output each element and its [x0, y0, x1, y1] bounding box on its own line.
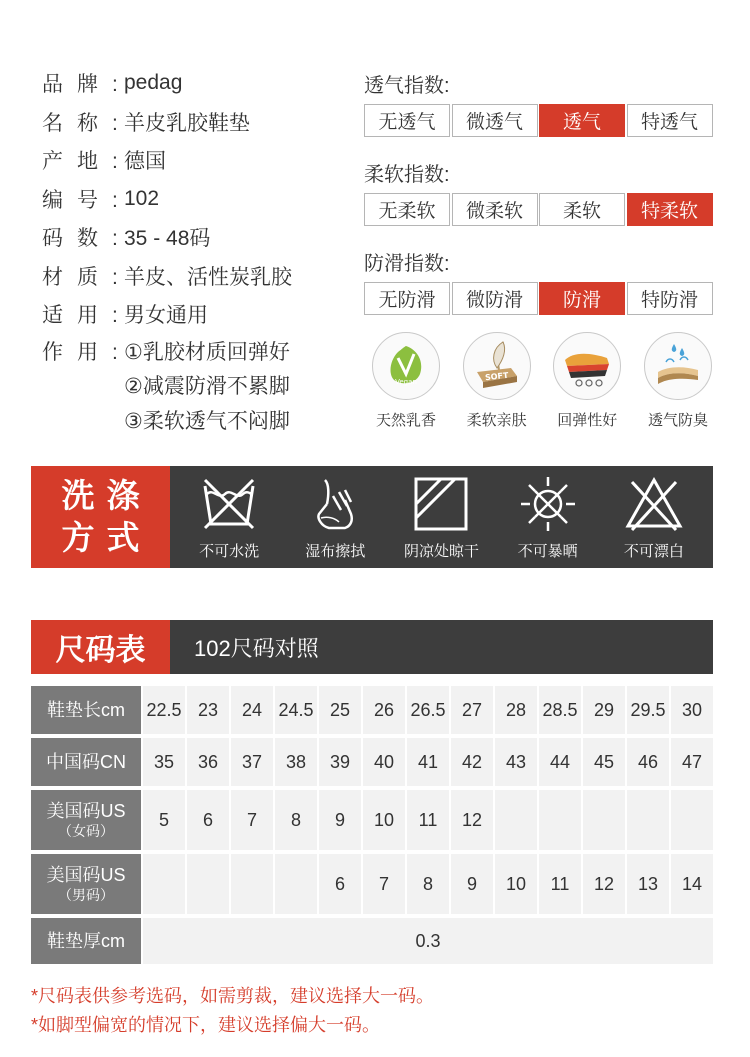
table-cell: 38 — [275, 738, 317, 786]
table-cell: 11 — [539, 854, 581, 914]
feature-rebound — [545, 332, 629, 430]
table-cell: 23 — [187, 686, 229, 734]
index-option-selected: 防滑 — [539, 282, 625, 315]
table-cell: 12 — [583, 854, 625, 914]
wash-item — [604, 474, 704, 561]
wash-title-line: 方式 — [61, 519, 152, 556]
wash-title — [31, 466, 170, 568]
wash-label: 不可水洗 — [199, 542, 260, 560]
table-cell: 10 — [495, 854, 537, 914]
info-value: 35 - 48码 — [124, 227, 211, 251]
feature-label: 柔软亲肤 — [466, 412, 527, 429]
table-cell: 46 — [627, 738, 669, 786]
rebound-insole-icon — [553, 332, 621, 400]
wash-label: 不可漂白 — [623, 542, 684, 560]
index-title: 柔软指数: — [364, 164, 450, 186]
info-row-name — [42, 103, 352, 142]
row-header — [31, 686, 141, 734]
wipe-hand-icon — [305, 474, 365, 534]
index-scale — [364, 104, 714, 137]
wash-item — [179, 474, 279, 561]
info-row-effects — [42, 336, 352, 440]
size-notes — [31, 982, 721, 1040]
table-cell: 14 — [671, 854, 713, 914]
wash-item — [391, 474, 491, 561]
table-cell: 29.5 — [627, 686, 669, 734]
row-header-sub: （女码） — [58, 823, 114, 839]
index-option: 特透气 — [627, 104, 713, 137]
table-cell: 44 — [539, 738, 581, 786]
index-scale — [364, 193, 714, 226]
table-cell — [143, 854, 185, 914]
row-cells — [143, 790, 713, 850]
row-header-label: 美国码US — [46, 801, 126, 821]
index-option: 特防滑 — [627, 282, 713, 315]
index-option: 无防滑 — [364, 282, 450, 315]
row-cells — [143, 854, 713, 914]
wash-title-line: 洗涤 — [61, 477, 152, 514]
effects-list — [124, 336, 290, 440]
row-header — [31, 790, 141, 850]
size-chart-title: 尺码表 — [31, 620, 170, 674]
table-cell: 47 — [671, 738, 713, 786]
table-cell: 9 — [319, 790, 361, 850]
index-option: 微透气 — [452, 104, 538, 137]
row-cells — [143, 686, 713, 734]
row-cells — [143, 918, 713, 964]
size-chart-table — [31, 686, 713, 968]
table-row — [31, 790, 713, 850]
table-cell: 42 — [451, 738, 493, 786]
effect-item: ③柔软透气不闷脚 — [124, 409, 290, 433]
info-key: 材质: — [42, 265, 132, 289]
shade-dry-icon — [411, 474, 471, 534]
antislip-index — [364, 250, 714, 315]
index-option: 柔软 — [539, 193, 625, 226]
feature-icons — [364, 332, 720, 430]
table-cell: 40 — [363, 738, 405, 786]
info-row-brand — [42, 64, 352, 103]
table-cell: 24 — [231, 686, 273, 734]
row-header-label: 鞋垫长cm — [47, 700, 125, 720]
feature-soft — [455, 332, 539, 430]
info-value: 102 — [124, 186, 160, 210]
info-key: 编号: — [42, 188, 132, 212]
info-value: 男女通用 — [124, 304, 208, 328]
table-cell: 11 — [407, 790, 449, 850]
table-cell: 26.5 — [407, 686, 449, 734]
row-header — [31, 918, 141, 964]
wash-care-section — [31, 466, 713, 568]
no-sun-icon — [518, 474, 578, 534]
table-cell: 28.5 — [539, 686, 581, 734]
table-row — [31, 686, 713, 734]
wash-label: 湿布擦拭 — [305, 542, 366, 560]
info-key: 适用: — [42, 304, 132, 328]
index-option: 无柔软 — [364, 193, 450, 226]
info-row-origin — [42, 141, 352, 180]
row-header-label: 美国码US — [46, 865, 126, 885]
feature-label: 回弹性好 — [557, 412, 618, 429]
index-option: 微防滑 — [452, 282, 538, 315]
info-key: 产地: — [42, 150, 132, 174]
table-cell: 37 — [231, 738, 273, 786]
soft-badge: SOFT — [484, 370, 509, 383]
table-cell: 7 — [363, 854, 405, 914]
table-cell: 6 — [319, 854, 361, 914]
table-cell: 12 — [451, 790, 493, 850]
info-value: 羊皮乳胶鞋垫 — [124, 111, 250, 135]
table-cell: 22.5 — [143, 686, 185, 734]
table-cell — [583, 790, 625, 850]
note-line: *尺码表供参考选码，如需剪裁，建议选择大一码。 — [31, 986, 435, 1006]
feature-label: 透气防臭 — [647, 412, 708, 429]
product-info — [42, 64, 352, 439]
size-chart-subtitle: 102尺码对照 — [170, 620, 713, 674]
table-cell — [539, 790, 581, 850]
info-key: 作用: — [42, 340, 132, 364]
no-machine-wash-icon — [199, 474, 259, 534]
table-cell — [495, 790, 537, 850]
table-row — [31, 854, 713, 914]
index-option-selected: 透气 — [539, 104, 625, 137]
index-title: 防滑指数: — [364, 253, 450, 275]
table-cell: 35 — [143, 738, 185, 786]
table-row — [31, 918, 713, 964]
table-cell: 10 — [363, 790, 405, 850]
row-header — [31, 738, 141, 786]
vegan-badge: Vegan — [395, 378, 417, 386]
info-value: pedag — [124, 71, 183, 95]
wash-item — [498, 474, 598, 561]
index-scale — [364, 282, 714, 315]
wash-icons — [170, 466, 713, 568]
feature-natural-latex — [364, 332, 448, 430]
row-cells — [143, 738, 713, 786]
info-row-sizes — [42, 218, 352, 257]
table-cell: 7 — [231, 790, 273, 850]
table-cell: 39 — [319, 738, 361, 786]
table-cell: 27 — [451, 686, 493, 734]
index-option-selected: 特柔软 — [627, 193, 713, 226]
info-key: 码数: — [42, 227, 132, 251]
table-cell: 43 — [495, 738, 537, 786]
feature-label: 天然乳香 — [375, 412, 436, 429]
info-row-model — [42, 180, 352, 219]
table-cell: 5 — [143, 790, 185, 850]
effect-item: ②减震防滑不累脚 — [124, 375, 290, 398]
table-cell: 30 — [671, 686, 713, 734]
rating-indices — [364, 72, 714, 339]
table-cell — [187, 854, 229, 914]
effect-item: ①乳胶材质回弹好 — [124, 340, 290, 364]
thickness-value: 0.3 — [143, 918, 713, 964]
wash-label: 不可暴晒 — [517, 542, 578, 560]
feature-breathable — [636, 332, 720, 430]
table-cell: 6 — [187, 790, 229, 850]
table-cell: 9 — [451, 854, 493, 914]
table-cell: 25 — [319, 686, 361, 734]
info-key: 名称: — [42, 111, 132, 135]
info-row-usage — [42, 295, 352, 334]
table-row — [31, 738, 713, 786]
table-cell — [671, 790, 713, 850]
note-line: *如脚型偏宽的情况下，建议选择偏大一码。 — [31, 1015, 381, 1035]
softness-index — [364, 161, 714, 226]
row-header-label: 中国码CN — [46, 752, 126, 772]
info-value: 羊皮、活性炭乳胶 — [124, 265, 292, 289]
info-key: 品牌: — [42, 73, 132, 97]
index-option: 无透气 — [364, 104, 450, 137]
soft-feather-icon — [463, 332, 531, 400]
info-row-material — [42, 257, 352, 296]
size-chart-header — [31, 620, 713, 674]
table-cell: 28 — [495, 686, 537, 734]
table-cell: 29 — [583, 686, 625, 734]
table-cell: 45 — [583, 738, 625, 786]
table-cell — [231, 854, 273, 914]
row-header-sub: （男码） — [58, 887, 114, 903]
no-bleach-icon — [624, 474, 684, 534]
info-value: 德国 — [124, 150, 166, 174]
wash-item — [285, 474, 385, 561]
table-cell: 41 — [407, 738, 449, 786]
row-header-label: 鞋垫厚cm — [47, 931, 125, 951]
vegan-leaf-icon — [372, 332, 440, 400]
table-cell: 8 — [407, 854, 449, 914]
table-cell: 8 — [275, 790, 317, 850]
wash-label: 阴凉处晾干 — [403, 542, 479, 560]
index-option: 微柔软 — [452, 193, 538, 226]
table-cell: 36 — [187, 738, 229, 786]
table-cell: 24.5 — [275, 686, 317, 734]
breathable-drops-icon — [644, 332, 712, 400]
table-cell: 26 — [363, 686, 405, 734]
table-cell — [275, 854, 317, 914]
table-cell: 13 — [627, 854, 669, 914]
row-header — [31, 854, 141, 914]
index-title: 透气指数: — [364, 75, 450, 97]
table-cell — [627, 790, 669, 850]
breathability-index — [364, 72, 714, 137]
